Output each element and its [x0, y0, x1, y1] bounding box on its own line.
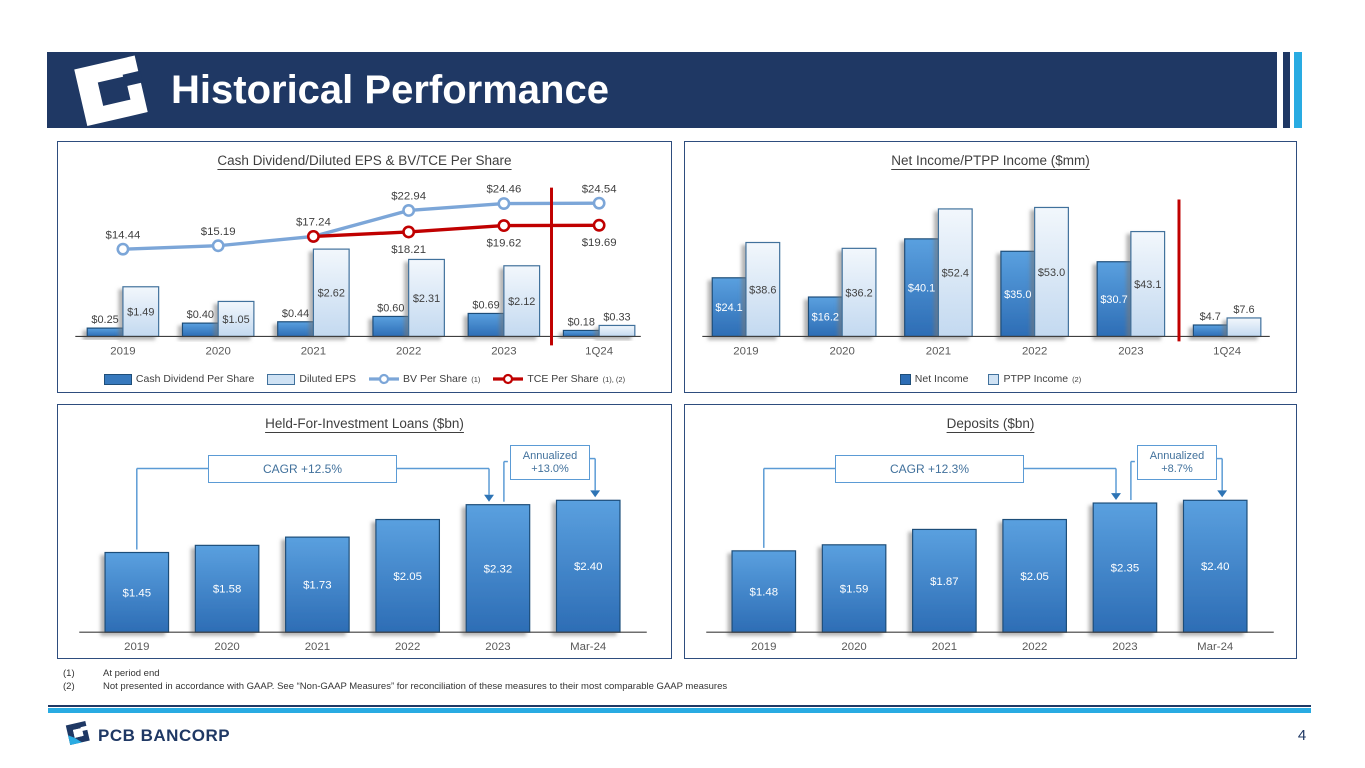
bar-value-label: $24.1 [715, 302, 743, 315]
cagr-callout: CAGR +12.3% [835, 455, 1024, 483]
header-accent-cyan [1294, 52, 1302, 128]
category-label: 2023 [491, 345, 517, 358]
line-marker [213, 241, 223, 251]
category-label: 2019 [124, 641, 150, 654]
bar-value-label: $1.45 [122, 587, 152, 600]
bar-value-label: $0.69 [472, 299, 500, 312]
bar-value-label: $35.0 [1004, 288, 1032, 301]
legend-sup: (1), (2) [602, 374, 626, 384]
legend-item [104, 373, 254, 385]
panel-income-chart [684, 141, 1297, 393]
line-value-label: $24.54 [581, 183, 617, 196]
bar [599, 325, 635, 336]
footnotes [63, 668, 727, 693]
pcb-logo-icon [58, 54, 162, 128]
category-label: 1Q24 [1213, 345, 1242, 358]
bar-value-label: $2.31 [412, 292, 441, 305]
arrow-down-icon [484, 495, 494, 502]
bar-value-label: $30.7 [1100, 294, 1128, 307]
bar-value-label: $2.05 [393, 570, 422, 583]
legend-sup: (2) [1072, 374, 1082, 384]
category-label: Mar-24 [1197, 641, 1234, 654]
cagr-callout: CAGR +12.5% [208, 455, 397, 483]
bar-value-label: $16.2 [811, 311, 839, 324]
bar [468, 313, 504, 336]
bar-value-label: $38.6 [749, 284, 777, 297]
line-value-label: $18.21 [391, 243, 427, 256]
bar-value-label: $0.44 [281, 307, 310, 320]
line-value-label: $19.69 [581, 237, 617, 250]
bar [1227, 318, 1261, 336]
bar-value-label: $43.1 [1134, 278, 1162, 291]
legend-label: Diluted EPS [299, 373, 357, 385]
line-marker [118, 244, 128, 254]
bar-value-label: $1.49 [127, 306, 155, 319]
footer-rule-cyan [48, 708, 1311, 713]
bar [373, 316, 409, 336]
legend-item [988, 373, 1081, 385]
legend-swatch [104, 374, 132, 385]
bar-value-label: $2.40 [573, 561, 603, 574]
line-marker [499, 220, 509, 230]
bar-value-label: $1.58 [212, 583, 242, 596]
category-label: 2020 [829, 345, 855, 358]
category-label: 2019 [110, 345, 136, 358]
annualized-callout: Annualized +13.0% [510, 445, 590, 480]
legend-swatch [900, 374, 911, 385]
legend-item [267, 373, 356, 385]
bar-value-label: $2.12 [508, 296, 536, 309]
bar-value-label: $1.05 [222, 313, 250, 326]
category-label: 2019 [733, 345, 759, 358]
category-label: Mar-24 [570, 641, 607, 654]
line-value-label: $22.94 [391, 190, 427, 203]
per-share-legend [58, 373, 671, 385]
bar [563, 330, 599, 336]
bar-value-label: $0.60 [377, 302, 405, 315]
category-label: 1Q24 [585, 345, 614, 358]
per-share-chart [58, 142, 671, 392]
income-chart [685, 142, 1296, 392]
line-value-label: $24.46 [486, 183, 522, 196]
bar [1193, 325, 1227, 336]
arrow-down-icon [1217, 490, 1227, 497]
line-marker [594, 220, 604, 230]
category-label: 2021 [925, 345, 952, 358]
legend-label: TCE Per Share [527, 373, 599, 385]
legend-sup: (1) [471, 374, 481, 384]
footnote-1 [63, 668, 727, 681]
footnote-ref: (1) [63, 668, 75, 679]
category-label: 2020 [214, 641, 240, 654]
category-label: 2021 [304, 641, 331, 654]
chart-title: Deposits ($bn) [946, 416, 1035, 431]
category-label: 2022 [395, 345, 422, 358]
bar-value-label: $1.59 [839, 583, 869, 596]
panel-loans-chart [57, 404, 672, 659]
category-label: 2022 [1021, 345, 1048, 358]
line-value-label: $19.62 [486, 237, 522, 250]
category-label: 2022 [1021, 641, 1048, 654]
legend-label: Net Income [914, 373, 969, 385]
category-label: 2019 [751, 641, 777, 654]
chart-title: Held-For-Investment Loans ($bn) [265, 416, 464, 431]
category-label: 2020 [841, 641, 867, 654]
panel-per-share-chart [57, 141, 672, 393]
bar-value-label: $52.4 [941, 267, 969, 280]
category-label: 2023 [485, 641, 511, 654]
bar-value-label: $36.2 [845, 287, 873, 300]
bar-value-label: $4.7 [1199, 311, 1221, 324]
bar-value-label: $1.87 [930, 575, 959, 588]
line-marker [499, 198, 509, 208]
line-value-label: $14.44 [105, 229, 141, 242]
deposits-chart [685, 405, 1296, 658]
bar [278, 322, 314, 337]
bar-value-label: $7.6 [1233, 303, 1255, 316]
line-series [313, 225, 599, 236]
header-accent-navy [1283, 52, 1290, 128]
bar-value-label: $2.62 [317, 287, 345, 300]
legend-item [369, 373, 480, 385]
brand-name: PCB BANCORP [98, 726, 231, 745]
legend-item [900, 373, 973, 385]
line-marker [403, 227, 413, 237]
category-label: 2022 [394, 641, 421, 654]
footer-rule-navy [48, 705, 1311, 707]
bar-value-label: $2.05 [1020, 570, 1049, 583]
footnote-text: At period end [103, 668, 160, 679]
legend-swatch [988, 374, 999, 385]
bar-value-label: $0.40 [186, 309, 214, 322]
line-marker [403, 205, 413, 215]
header-banner [47, 52, 1277, 128]
bar-value-label: $0.25 [91, 314, 119, 327]
line-marker [594, 198, 604, 208]
panel-deposits-chart [684, 404, 1297, 659]
legend-label: BV Per Share [403, 373, 468, 385]
loans-chart [58, 405, 671, 658]
chart-title: Net Income/PTPP Income ($mm) [891, 153, 1090, 168]
income-legend [685, 373, 1296, 385]
bar-value-label: $2.40 [1200, 561, 1230, 574]
legend-label: PTPP Income [1003, 373, 1069, 385]
bar-value-label: $40.1 [907, 282, 936, 295]
pcb-logo-icon [63, 719, 93, 749]
line-value-label: $15.19 [200, 225, 236, 238]
page-number: 4 [1297, 727, 1307, 744]
bar-value-label: $53.0 [1037, 266, 1066, 279]
bar-value-label: $2.32 [483, 563, 513, 576]
arrow-down-icon [1111, 493, 1121, 500]
legend-swatch [267, 374, 295, 385]
category-label: 2023 [1118, 345, 1144, 358]
bar [182, 323, 218, 336]
annualized-callout: Annualized +8.7% [1137, 445, 1217, 480]
footnote-text: Not presented in accordance with GAAP. See “Non-GAAP Measures” for reconciliation of these measures to their most comparable GAAP measures [103, 680, 728, 692]
bar-value-label: $0.33 [603, 311, 631, 324]
legend-label: Cash Dividend Per Share [135, 373, 255, 385]
bar-value-label: $1.73 [303, 579, 332, 592]
legend-line-swatch [493, 373, 523, 385]
category-label: 2021 [931, 641, 958, 654]
line-marker [308, 231, 318, 241]
bar-value-label: $0.18 [567, 316, 595, 329]
category-label: 2020 [205, 345, 231, 358]
legend-item [493, 373, 625, 385]
category-label: 2021 [300, 345, 327, 358]
footnote-ref: (2) [63, 680, 75, 692]
legend-line-swatch [369, 373, 399, 385]
arrow-down-icon [590, 490, 600, 497]
category-label: 2023 [1112, 641, 1138, 654]
footnote-2 [63, 681, 727, 694]
bar-value-label: $1.48 [749, 586, 779, 599]
chart-title: Cash Dividend/Diluted EPS & BV/TCE Per Share [217, 153, 512, 168]
bar [87, 328, 123, 336]
bar-value-label: $2.35 [1110, 562, 1140, 575]
line-value-label: $17.24 [295, 216, 331, 229]
page-title: Historical Performance [171, 67, 609, 112]
